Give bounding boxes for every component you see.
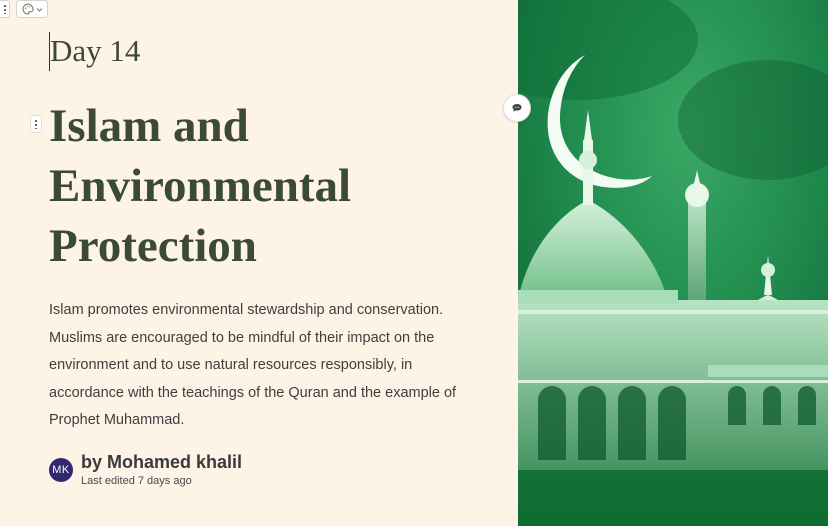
drag-dots-icon: [4, 4, 6, 14]
mosque-image: [518, 0, 828, 526]
title-line: Islam and: [49, 100, 249, 152]
title-line: Protection: [49, 220, 257, 272]
author-name: by Mohamed khalil: [81, 452, 243, 472]
drag-handle[interactable]: [0, 0, 10, 18]
cover-image[interactable]: [518, 0, 828, 526]
drag-dots-icon: [35, 119, 37, 129]
author-block: [49, 450, 242, 487]
avatar[interactable]: MK: [49, 458, 73, 482]
comment-icon: [511, 102, 523, 114]
add-comment-button[interactable]: [503, 94, 531, 122]
description-paragraph[interactable]: Islam promotes environmental stewardship and conservation. Muslims are encouraged to be mindful of their impact on the environment and to use natural resources responsibly, in accordance with the teachings of the Quran and the example of Prophet Muhammad.: [49, 302, 457, 428]
title-line: Environmental: [49, 160, 352, 212]
last-edited-text: Last edited 7 days ago: [81, 475, 192, 487]
day-label[interactable]: Day 14: [50, 33, 141, 68]
block-drag-handle[interactable]: [30, 115, 42, 133]
theme-picker-button[interactable]: [16, 0, 48, 18]
top-toolbar: [0, 0, 48, 18]
chevron-down-icon: [36, 6, 43, 13]
palette-icon: [22, 3, 34, 15]
page-title[interactable]: [49, 96, 489, 276]
